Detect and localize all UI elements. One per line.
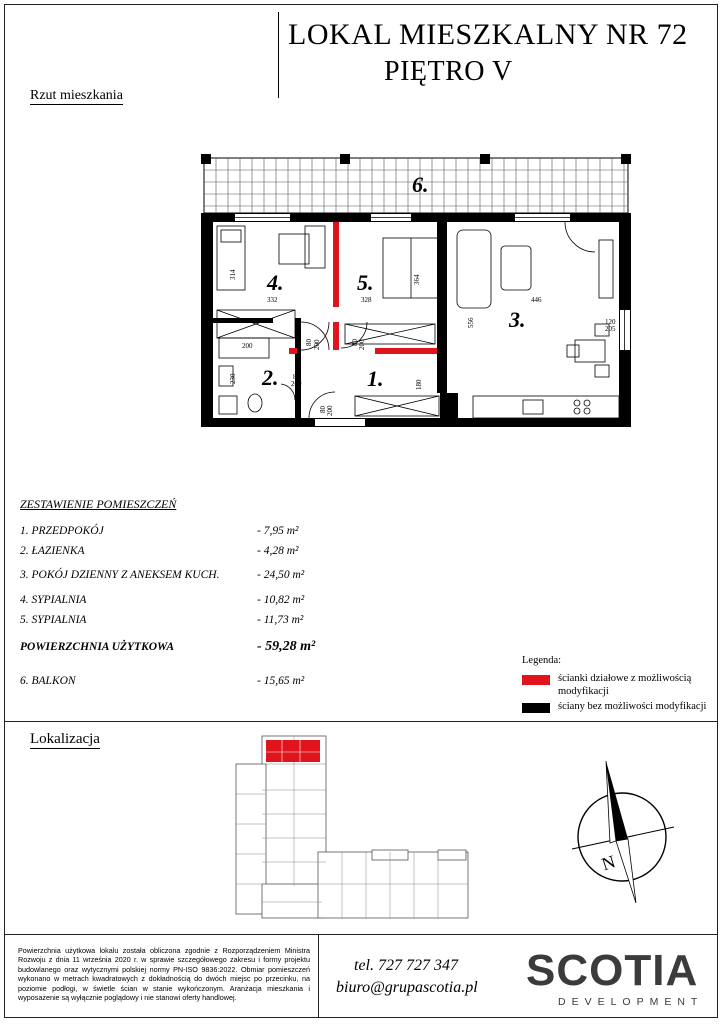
svg-text:80: 80 (305, 339, 313, 346)
company-logo: SCOTIA (526, 946, 699, 995)
footer-separator (318, 934, 319, 1018)
schedule-row: 3. POKÓJ DZIENNY Z ANEKSEM KUCH. - 24,50 m² (20, 569, 305, 581)
svg-text:328: 328 (361, 296, 372, 304)
company-logo-subtext: DEVELOPMENT (558, 996, 704, 1008)
svg-text:80: 80 (351, 339, 359, 346)
schedule-heading: ZESTAWIENIE POMIESZCZEŃ (20, 497, 177, 511)
contact-email[interactable]: biuro@grupascotia.pl (336, 979, 478, 996)
room-label-3: 3. (509, 307, 526, 332)
room-label-1: 1. (367, 366, 384, 391)
legend-swatch-red (522, 675, 550, 685)
svg-text:80: 80 (293, 373, 300, 381)
schedule-total-row: POWIERZCHNIA UŻYTKOWA - 59,28 m² (20, 639, 316, 654)
svg-text:200: 200 (242, 342, 253, 350)
site-plan-highlight (266, 740, 320, 762)
svg-text:120: 120 (605, 318, 616, 326)
page-title: LOKAL MIESZKALNY NR 72 (288, 18, 688, 51)
room-label-6: 6. (412, 172, 429, 197)
compass-letter: N (599, 851, 618, 875)
title-divider (278, 12, 279, 98)
legend-swatch-black (522, 703, 550, 713)
schedule-row: 4. SYPIALNIA - 10,82 m² (20, 594, 305, 606)
footer-note: Powierzchnia użytkowa lokalu została obliczona zgodnie z Rozporządzeniem Ministra Rozwoju z dnia 11 września 2020 r. w sprawie szczegółowego zakresu i formy projektu budowlanego oraz wytycznymi polskiej normy PN-ISO 9836:2022. Obmiar pomieszczeń wykonano w metrach kwadratowych z dokładnością do dwóch miejsc po przecinku, na poziomie podłogi, w świetle ścian w stanie wykończonym. Aranżacja mieszkania i wyposażenie są wyłącznie poglądowy i nie stanowi oferty handlowej. (18, 946, 310, 1003)
schedule-row: 5. SYPIALNIA - 11,73 m² (20, 614, 304, 626)
location-label: Lokalizacja (30, 731, 100, 747)
svg-text:180: 180 (415, 379, 423, 390)
contact-phone[interactable]: tel. 727 727 347 (354, 957, 458, 974)
plan-section-label: Rzut mieszkania (30, 88, 123, 103)
floor-label: PIĘTRO V (384, 56, 513, 87)
structural-walls (201, 213, 631, 427)
svg-text:80: 80 (319, 406, 327, 413)
compass-rose (570, 755, 680, 905)
dimension-labels (229, 269, 616, 416)
schedule-row: 2. ŁAZIENKA - 4,28 m² (20, 545, 299, 557)
legend-title: Legenda: (522, 655, 562, 666)
footer-divider (4, 934, 718, 935)
room-label-5: 5. (357, 270, 374, 295)
svg-text:332: 332 (267, 296, 278, 304)
svg-text:205: 205 (605, 325, 616, 333)
floor-plan (195, 150, 640, 435)
svg-text:200: 200 (358, 339, 366, 350)
section-divider (4, 721, 718, 722)
svg-text:200: 200 (291, 380, 302, 388)
schedule-balcony-row: 6. BALKON - 15,65 m² (20, 675, 305, 687)
room-label-2: 2. (262, 365, 279, 390)
svg-text:230: 230 (229, 373, 237, 384)
svg-text:200: 200 (326, 405, 334, 416)
svg-text:364: 364 (413, 274, 421, 285)
site-plan (232, 734, 480, 922)
svg-text:446: 446 (531, 296, 542, 304)
schedule-row: 1. PRZEDPOKÓJ - 7,95 m² (20, 525, 299, 537)
room-label-4: 4. (267, 270, 284, 295)
svg-text:314: 314 (229, 269, 237, 280)
svg-text:200: 200 (313, 339, 321, 350)
svg-text:556: 556 (467, 317, 475, 328)
